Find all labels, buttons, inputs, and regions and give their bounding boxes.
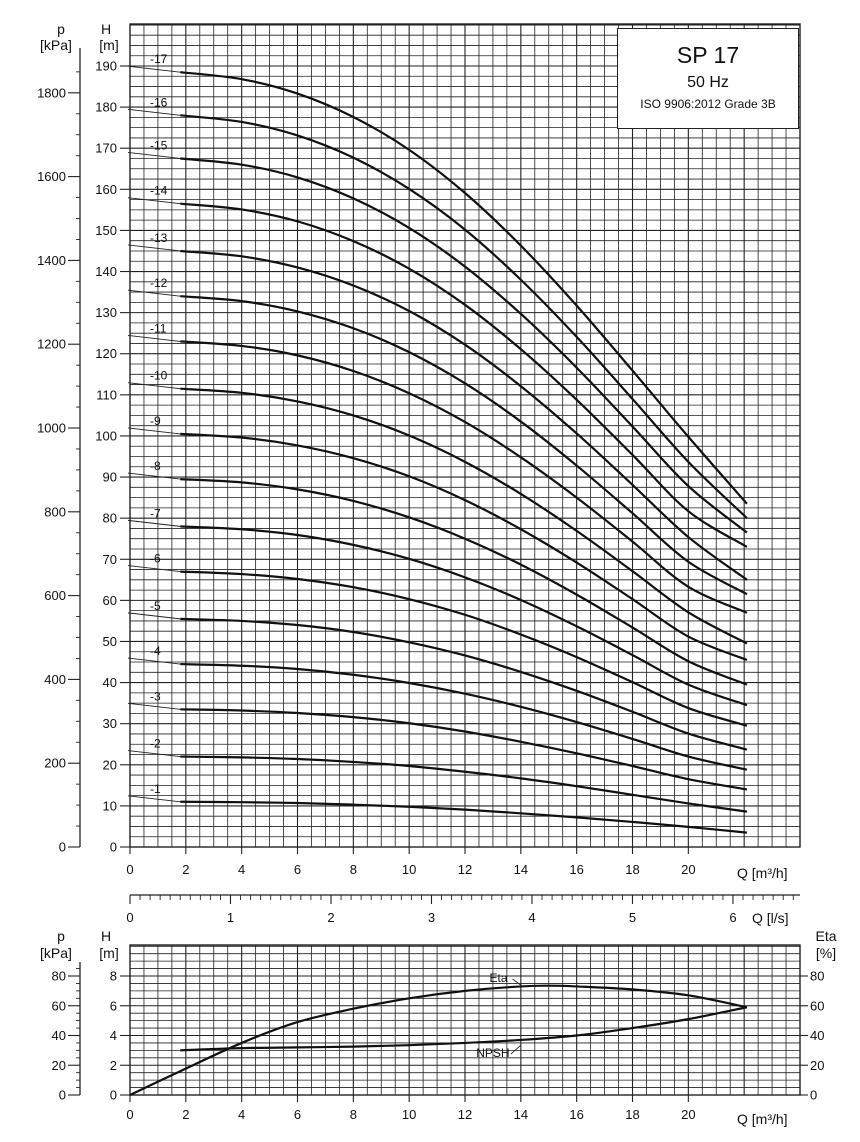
q-ls-tick-label: 2 (327, 910, 335, 925)
h-tick-label: 100 (95, 428, 117, 444)
stage-label: -14 (150, 183, 168, 198)
p-tick-label: 1800 (37, 85, 66, 101)
h-bottom-tick-label: 2 (109, 1057, 117, 1073)
eta-curve (130, 986, 747, 1095)
stage-leader-line (128, 245, 180, 251)
h-tick-label: 30 (102, 716, 117, 732)
stage-leader-line (128, 520, 180, 526)
h-tick-label: 180 (95, 99, 117, 115)
stage-label: -13 (150, 230, 168, 245)
eta-axis-unit: [%] (815, 945, 837, 961)
p-tick-label: 1000 (37, 420, 66, 436)
q-tick-label: 18 (625, 862, 640, 877)
q-bottom-tick-label: 12 (457, 1107, 473, 1122)
head-curve (180, 526, 747, 705)
npsh-leader-line (511, 1045, 521, 1054)
stage-label: -12 (150, 276, 168, 291)
stage-label: -4 (150, 644, 161, 659)
eta-tick-label: 80 (810, 968, 825, 984)
p-bottom-tick-label: 80 (51, 968, 66, 984)
h-bottom-tick-label: 0 (109, 1087, 117, 1103)
q-tick-label: 16 (569, 862, 584, 877)
q-ls-tick-label: 1 (226, 910, 235, 925)
stage-label: -16 (150, 95, 168, 110)
q-bottom-tick-label: 6 (293, 1107, 302, 1122)
p-tick-label: 200 (44, 755, 66, 771)
p-tick-label: 600 (44, 588, 66, 604)
h-tick-label: 150 (95, 222, 117, 238)
q-bottom-tick-label: 8 (349, 1107, 357, 1122)
q-tick-label: 12 (457, 862, 473, 877)
stage-label: -2 (150, 736, 161, 751)
h-tick-label: 70 (102, 551, 117, 567)
h-tick-label: 90 (102, 469, 117, 485)
p-bottom-tick-label: 40 (51, 1028, 66, 1043)
stage-leader-line (128, 428, 180, 434)
h-axis-symbol: H (100, 21, 112, 37)
h-tick-label: 120 (95, 346, 117, 362)
stage-leader-line (128, 335, 180, 341)
standard-label: ISO 9906:2012 Grade 3B (640, 97, 776, 111)
q-bottom-tick-label: 4 (238, 1107, 246, 1122)
stage-leader-line (128, 751, 180, 757)
p-tick-label: 1400 (37, 252, 66, 268)
q-bottom-tick-label: 0 (126, 1107, 134, 1122)
q-bottom-tick-label: 14 (513, 1107, 529, 1122)
p-axis-symbol-bottom: p (57, 928, 65, 944)
npsh-eta-grid (130, 945, 800, 1095)
stage-leader-line (128, 703, 180, 709)
p-tick-label: 1600 (37, 169, 66, 185)
eta-axis-symbol: Eta (815, 928, 837, 944)
p-bottom-tick-label: 20 (51, 1057, 66, 1073)
h-bottom-tick-label: 4 (109, 1028, 117, 1043)
head-curve (180, 434, 747, 660)
q-tick-label: 8 (349, 862, 357, 877)
stage-label: -8 (150, 459, 161, 474)
p-bottom-tick-label: 60 (51, 998, 66, 1014)
h-bottom-tick-label: 8 (109, 968, 117, 984)
stage-label: -1 (150, 781, 161, 796)
p-tick-label: 0 (58, 839, 66, 855)
q-tick-label: 4 (238, 862, 246, 877)
h-axis-symbol-bottom: H (100, 928, 112, 944)
frequency-label: 50 Hz (687, 74, 729, 91)
h-tick-label: 20 (102, 757, 117, 773)
q-tick-label: 0 (126, 862, 134, 877)
q-ls-tick-label: 6 (729, 910, 737, 925)
stage-leader-line (128, 566, 180, 572)
stage-label: -17 (150, 52, 168, 67)
q-bottom-tick-label: 10 (401, 1107, 417, 1122)
p-axis-symbol: p (57, 21, 65, 37)
h-bottom-tick-label: 6 (109, 998, 117, 1014)
eta-tick-label: 60 (810, 998, 825, 1014)
q-tick-label: 6 (293, 862, 302, 877)
h-tick-label: 160 (95, 181, 117, 197)
h-tick-label: 10 (102, 798, 117, 814)
stage-leader-line (128, 109, 180, 115)
q-bottom-tick-label: 20 (681, 1107, 696, 1122)
h-axis-unit-bottom: [m] (99, 945, 119, 961)
q-ls-tick-label: 4 (528, 910, 536, 925)
stage-label: -9 (150, 413, 161, 428)
q-tick-label: 10 (401, 862, 417, 877)
title-box (617, 28, 799, 129)
h-tick-label: 80 (102, 510, 117, 526)
stage-leader-line (128, 383, 180, 389)
stage-leader-line (128, 473, 180, 479)
h-axis-unit: [m] (99, 37, 119, 53)
h-tick-label: 0 (109, 839, 117, 855)
h-tick-label: 110 (96, 387, 117, 403)
head-curve (180, 479, 747, 685)
p-axis-unit: [kPa] (40, 37, 72, 53)
q-bottom-tick-label: 18 (625, 1107, 640, 1122)
stage-label: -7 (150, 506, 161, 521)
stage-leader-line (128, 152, 180, 158)
q-m3h-axis-label: Q [m³/h] (737, 865, 788, 881)
eta-curve-label: Eta (489, 970, 508, 985)
q-bottom-tick-label: 16 (569, 1107, 584, 1122)
head-curve (180, 664, 747, 770)
head-grid (130, 24, 800, 847)
h-tick-label: 190 (95, 58, 117, 74)
npsh-eta-curves (130, 971, 747, 1095)
eta-tick-label: 40 (810, 1028, 825, 1043)
head-curve (180, 72, 747, 504)
q-ls-tick-label: 5 (628, 910, 637, 925)
h-tick-label: 60 (102, 592, 117, 608)
q-tick-label: 20 (681, 862, 696, 877)
head-curve (180, 389, 747, 644)
h-tick-label: 40 (102, 675, 117, 691)
h-tick-label: 50 (102, 633, 117, 649)
p-tick-label: 800 (44, 504, 66, 520)
stage-label: -5 (150, 598, 161, 613)
head-curve (180, 296, 747, 594)
stage-label: -10 (150, 368, 168, 383)
eta-tick-label: 0 (810, 1087, 818, 1103)
p-tick-label: 400 (44, 671, 66, 687)
p-tick-label: 1200 (37, 336, 66, 352)
q-ls-tick-label: 0 (126, 910, 134, 925)
stage-leader-line (128, 290, 180, 296)
p-axis-unit-bottom: [kPa] (40, 945, 72, 961)
stage-label: -15 (150, 138, 168, 153)
h-tick-label: 140 (95, 264, 117, 280)
head-curve (180, 619, 747, 750)
npsh-curve (180, 1007, 747, 1050)
h-tick-label: 170 (95, 140, 117, 156)
npsh-curve-label: NPSH (476, 1046, 510, 1061)
stage-leader-line (128, 796, 180, 802)
q-tick-label: 14 (513, 862, 529, 877)
stage-leader-line (128, 613, 180, 619)
head-curve (180, 204, 747, 547)
stage-label: -11 (150, 321, 167, 336)
q-ls-tick-label: 3 (427, 910, 436, 925)
q-ls-axis-label: Q [l/s] (752, 910, 789, 926)
q-tick-label: 2 (182, 862, 190, 877)
stage-leader-line (128, 658, 180, 664)
stage-leader-line (128, 66, 180, 72)
h-tick-label: 130 (95, 305, 117, 321)
stage-leader-line (128, 198, 180, 204)
q-bottom-tick-label: 2 (182, 1107, 190, 1122)
stage-label: -3 (150, 689, 161, 704)
eta-tick-label: 20 (810, 1057, 825, 1073)
pump-model-title: SP 17 (676, 42, 740, 68)
q-m3h-axis-label-bottom: Q [m³/h] (737, 1111, 788, 1127)
stage-label: -6 (150, 551, 161, 566)
p-bottom-tick-label: 0 (58, 1087, 66, 1103)
